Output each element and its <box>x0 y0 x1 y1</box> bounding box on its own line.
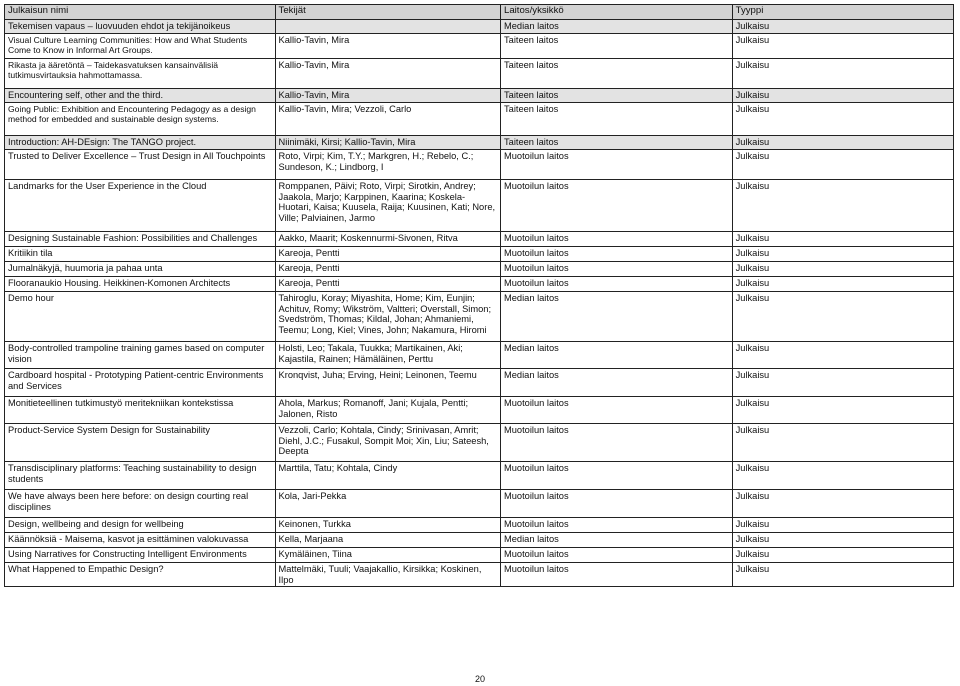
cell-unit: Median laitos <box>501 20 733 34</box>
cell-title: Jumalnäkyjä, huumoria ja pahaa unta <box>5 262 276 277</box>
cell-type: Julkaisu <box>732 20 953 34</box>
cell-authors: Kola, Jari-Pekka <box>275 490 500 518</box>
cell-title: Rikasta ja ääretöntä – Taidekasvatuksen kansainvälisiä tutkimusvirtauksia hahmottamassa. <box>5 59 276 89</box>
cell-title: What Happened to Empathic Design? <box>5 563 276 587</box>
cell-unit: Muotoilun laitos <box>501 462 733 490</box>
table-row <box>5 548 954 563</box>
cell-authors: Marttila, Tatu; Kohtala, Cindy <box>275 462 500 490</box>
cell-authors: Tahiroglu, Koray; Miyashita, Home; Kim, Eunjin; Achituv, Romy; Wikström, Valtteri; Overstall, Simon; Svedström, Thomas; Kildal, Johan; Ahmaniemi, Teemu; Long, Kiel; Vines, John; Nakamura, Hiromi <box>275 292 500 342</box>
table-row <box>5 424 954 462</box>
header-authors: Tekijät <box>275 5 500 20</box>
cell-unit: Muotoilun laitos <box>501 180 733 232</box>
cell-type: Julkaisu <box>732 533 953 548</box>
cell-type: Julkaisu <box>732 369 953 397</box>
cell-unit: Muotoilun laitos <box>501 232 733 247</box>
cell-title: Using Narratives for Constructing Intelligent Environments <box>5 548 276 563</box>
cell-type: Julkaisu <box>732 424 953 462</box>
cell-type: Julkaisu <box>732 34 953 59</box>
cell-authors: Kareoja, Pentti <box>275 277 500 292</box>
cell-title: Product-Service System Design for Sustainability <box>5 424 276 462</box>
cell-authors: Kallio-Tavin, Mira <box>275 89 500 103</box>
cell-type: Julkaisu <box>732 490 953 518</box>
page-number: 20 <box>474 674 485 684</box>
cell-title: Transdisciplinary platforms: Teaching sustainability to design students <box>5 462 276 490</box>
cell-title: We have always been here before: on design courting real disciplines <box>5 490 276 518</box>
table-row <box>5 369 954 397</box>
cell-authors: Kareoja, Pentti <box>275 247 500 262</box>
table-row <box>5 34 954 59</box>
table-row <box>5 262 954 277</box>
cell-type: Julkaisu <box>732 136 953 150</box>
table-row <box>5 59 954 89</box>
table-row <box>5 103 954 136</box>
cell-authors: Kallio-Tavin, Mira <box>275 34 500 59</box>
table-row <box>5 20 954 34</box>
cell-unit: Taiteen laitos <box>501 59 733 89</box>
table-row <box>5 89 954 103</box>
table-row <box>5 292 954 342</box>
cell-authors: Roto, Virpi; Kim, T.Y.; Markgren, H.; Rebelo, C.; Sundeson, K.; Lindborg, I <box>275 150 500 180</box>
cell-title: Going Public: Exhibition and Encountering Pedagogy as a design method for embedded and sustainable design systems. <box>5 103 276 136</box>
cell-title: Encountering self, other and the third. <box>5 89 276 103</box>
cell-title: Body-controlled trampoline training games based on computer vision <box>5 342 276 369</box>
cell-type: Julkaisu <box>732 247 953 262</box>
table-row <box>5 563 954 587</box>
cell-authors: Romppanen, Päivi; Roto, Virpi; Sirotkin, Andrey; Jaakola, Marjo; Karppinen, Kaarina; Koskela-Huotari, Kaisa; Kuusela, Raija; Kuusinen, Kati; Nore, Ville; Palviainen, Jarmo <box>275 180 500 232</box>
table-row <box>5 342 954 369</box>
cell-authors: Kareoja, Pentti <box>275 262 500 277</box>
cell-title: Designing Sustainable Fashion: Possibilities and Challenges <box>5 232 276 247</box>
cell-title: Kritiikin tila <box>5 247 276 262</box>
publications-table-body <box>5 5 954 587</box>
cell-authors: Keinonen, Turkka <box>275 518 500 533</box>
cell-unit: Taiteen laitos <box>501 103 733 136</box>
table-header-row <box>5 5 954 20</box>
cell-unit: Median laitos <box>501 533 733 548</box>
cell-unit: Muotoilun laitos <box>501 518 733 533</box>
table-row <box>5 462 954 490</box>
cell-title: Monitieteellinen tutkimustyö meritekniikan kontekstissa <box>5 397 276 424</box>
cell-authors: Kella, Marjaana <box>275 533 500 548</box>
cell-unit: Median laitos <box>501 342 733 369</box>
cell-unit: Taiteen laitos <box>501 89 733 103</box>
cell-unit: Muotoilun laitos <box>501 424 733 462</box>
cell-title: Cardboard hospital - Prototyping Patient-centric Environments and Services <box>5 369 276 397</box>
cell-authors: Kallio-Tavin, Mira; Vezzoli, Carlo <box>275 103 500 136</box>
table-row <box>5 533 954 548</box>
cell-type: Julkaisu <box>732 397 953 424</box>
cell-authors: Ahola, Markus; Romanoff, Jani; Kujala, Pentti; Jalonen, Risto <box>275 397 500 424</box>
cell-title: Landmarks for the User Experience in the Cloud <box>5 180 276 232</box>
table-row <box>5 136 954 150</box>
cell-authors: Kallio-Tavin, Mira <box>275 59 500 89</box>
cell-unit: Median laitos <box>501 292 733 342</box>
cell-title: Trusted to Deliver Excellence – Trust Design in All Touchpoints <box>5 150 276 180</box>
table-row <box>5 180 954 232</box>
cell-type: Julkaisu <box>732 232 953 247</box>
cell-unit: Median laitos <box>501 369 733 397</box>
cell-title: Tekemisen vapaus – luovuuden ehdot ja tekijänoikeus <box>5 20 276 34</box>
header-unit: Laitos/yksikkö <box>501 5 733 20</box>
cell-unit: Muotoilun laitos <box>501 247 733 262</box>
cell-title: Introduction: AH-DEsign: The TANGO project. <box>5 136 276 150</box>
cell-type: Julkaisu <box>732 563 953 587</box>
cell-type: Julkaisu <box>732 518 953 533</box>
cell-unit: Muotoilun laitos <box>501 150 733 180</box>
table-row <box>5 277 954 292</box>
cell-title: Flooranaukio Housing. Heikkinen-Komonen Architects <box>5 277 276 292</box>
header-title: Julkaisun nimi <box>5 5 276 20</box>
cell-authors: Vezzoli, Carlo; Kohtala, Cindy; Srinivasan, Amrit; Diehl, J.C.; Fusakul, Sompit Moi; Xin, Liu; Sateesh, Deepta <box>275 424 500 462</box>
cell-authors: Holsti, Leo; Takala, Tuukka; Martikainen, Aki; Kajastila, Rainen; Hämäläinen, Perttu <box>275 342 500 369</box>
cell-type: Julkaisu <box>732 292 953 342</box>
table-row <box>5 232 954 247</box>
cell-authors: Kronqvist, Juha; Erving, Heini; Leinonen, Teemu <box>275 369 500 397</box>
cell-unit: Taiteen laitos <box>501 136 733 150</box>
cell-authors <box>275 20 500 34</box>
cell-type: Julkaisu <box>732 277 953 292</box>
publications-sheet <box>4 4 954 587</box>
cell-title: Visual Culture Learning Communities: How and What Students Come to Know in Informal Art Groups. <box>5 34 276 59</box>
table-row <box>5 490 954 518</box>
cell-authors: Niinimäki, Kirsi; Kallio-Tavin, Mira <box>275 136 500 150</box>
cell-type: Julkaisu <box>732 342 953 369</box>
cell-type: Julkaisu <box>732 548 953 563</box>
cell-unit: Muotoilun laitos <box>501 563 733 587</box>
cell-title: Design, wellbeing and design for wellbeing <box>5 518 276 533</box>
cell-unit: Muotoilun laitos <box>501 490 733 518</box>
cell-authors: Aakko, Maarit; Koskennurmi-Sivonen, Ritva <box>275 232 500 247</box>
cell-title: Demo hour <box>5 292 276 342</box>
cell-unit: Muotoilun laitos <box>501 262 733 277</box>
header-type: Tyyppi <box>732 5 953 20</box>
table-row <box>5 397 954 424</box>
cell-type: Julkaisu <box>732 89 953 103</box>
cell-unit: Muotoilun laitos <box>501 277 733 292</box>
cell-unit: Taiteen laitos <box>501 34 733 59</box>
table-row <box>5 247 954 262</box>
cell-unit: Muotoilun laitos <box>501 397 733 424</box>
table-row <box>5 518 954 533</box>
publications-table <box>4 4 954 587</box>
table-row <box>5 150 954 180</box>
cell-type: Julkaisu <box>732 150 953 180</box>
cell-type: Julkaisu <box>732 262 953 277</box>
cell-title: Käännöksiä - Maisema, kasvot ja esittäminen valokuvassa <box>5 533 276 548</box>
cell-unit: Muotoilun laitos <box>501 548 733 563</box>
cell-type: Julkaisu <box>732 180 953 232</box>
cell-authors: Kymäläinen, Tiina <box>275 548 500 563</box>
cell-type: Julkaisu <box>732 59 953 89</box>
cell-authors: Mattelmäki, Tuuli; Vaajakallio, Kirsikka; Koskinen, Ilpo <box>275 563 500 587</box>
cell-type: Julkaisu <box>732 462 953 490</box>
cell-type: Julkaisu <box>732 103 953 136</box>
